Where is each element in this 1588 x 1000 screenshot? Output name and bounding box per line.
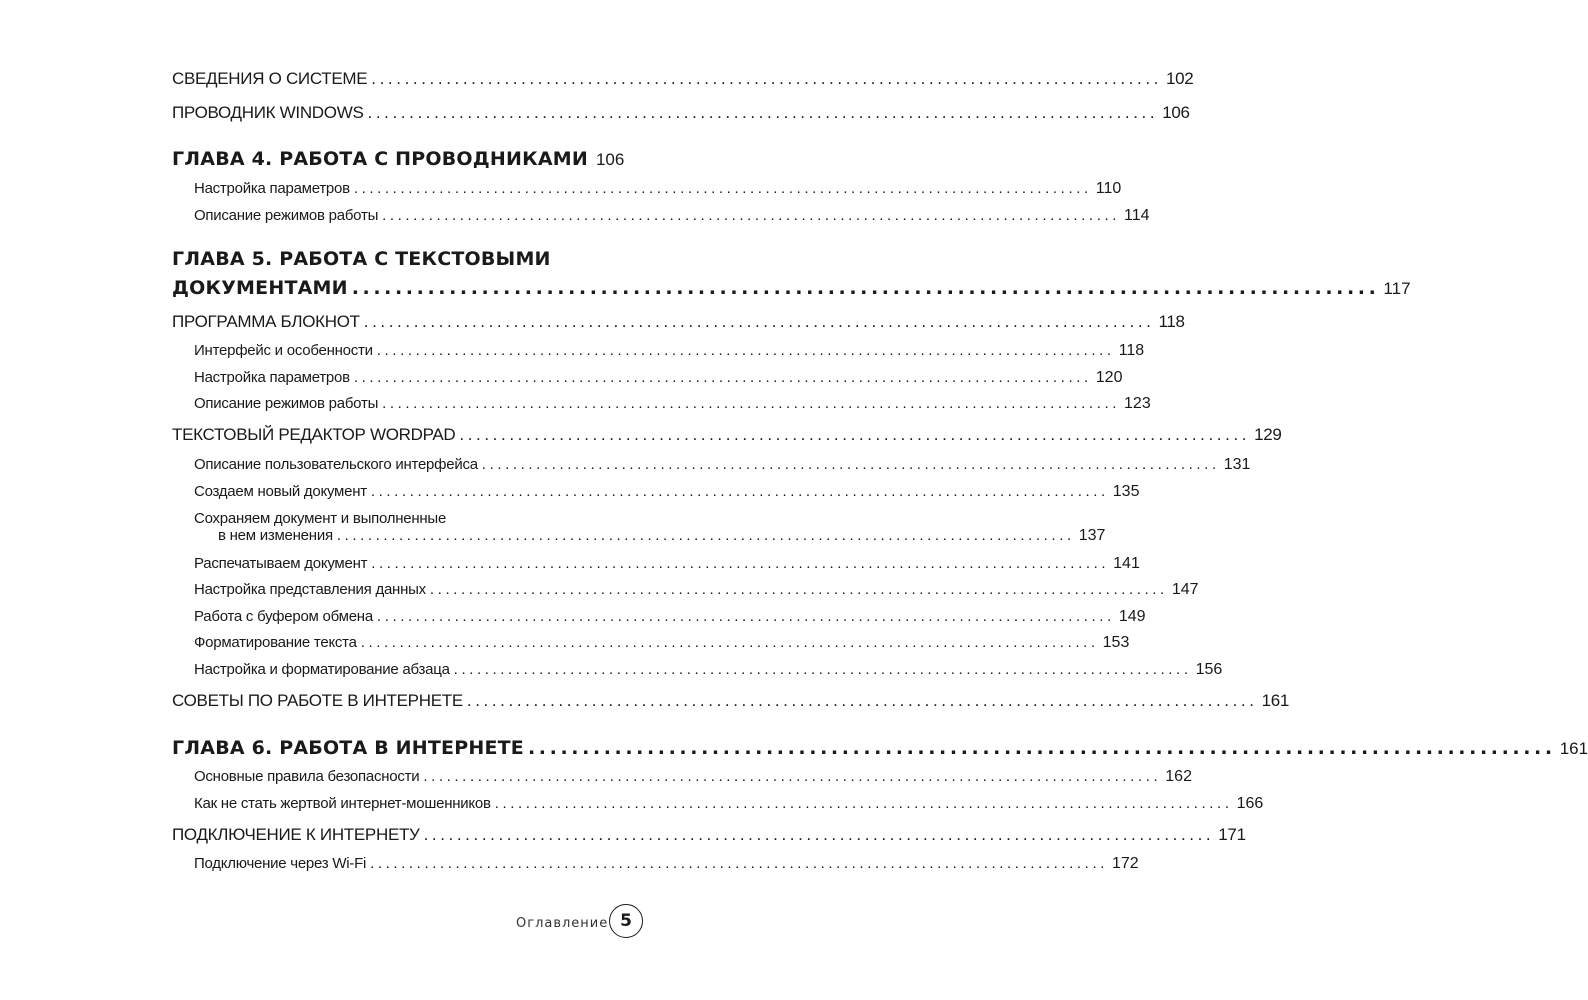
toc-entry-page: 161 [1559, 739, 1588, 758]
toc-chapter-entry [172, 737, 1588, 759]
toc-subsection-entry [194, 180, 1122, 198]
toc-chapter-entry [172, 148, 624, 170]
footer-section-label: Оглавление [516, 916, 609, 931]
toc-leader-dots: ............................................................................................... [494, 795, 1233, 812]
toc-subsection-title-line1: Сохраняем документ и выполненные [194, 510, 447, 527]
toc-subsection-entry [194, 608, 1146, 626]
page-number: 5 [620, 911, 632, 931]
toc-subsection-entry [194, 581, 1199, 599]
toc-entry-title: Форматирование текста [194, 634, 357, 651]
toc-entry-page: 102 [1165, 69, 1194, 88]
toc-entry-title: Основные правила безопасности [194, 768, 420, 785]
toc-entry-title: Как не стать жертвой интернет-мошенников [194, 795, 491, 812]
toc-entry-page: 106 [595, 150, 625, 169]
toc-entry-page: 171 [1218, 825, 1246, 844]
toc-section-entry [172, 103, 1190, 123]
toc-leader-dots: ............................................................................................... [370, 855, 1108, 872]
toc-entry-page: 118 [1118, 342, 1145, 359]
toc-entry-title: ПРОВОДНИК WINDOWS [172, 103, 364, 122]
toc-entry-page: 117 [1383, 279, 1411, 298]
toc-leader-dots: ............................................................................................... [481, 456, 1220, 473]
toc-entry-title: в нем изменения [218, 527, 333, 544]
toc-leader-dots: ............................................................................................... [367, 103, 1159, 122]
toc-leader-dots: ............................................................................................... [382, 207, 1121, 224]
toc-entry-title: Настройка представления данных [194, 581, 426, 598]
toc-chapter-title: ГЛАВА 4. РАБОТА С ПРОВОДНИКАМИ [172, 148, 588, 170]
toc-entry-title: СОВЕТЫ ПО РАБОТЕ В ИНТЕРНЕТЕ [172, 691, 463, 710]
toc-entry-title: ПОДКЛЮЧЕНИЕ К ИНТЕРНЕТУ [172, 825, 420, 844]
toc-entry-title: Настройка параметров [194, 369, 350, 386]
toc-leader-dots: ............................................................................................... [371, 69, 1162, 88]
toc-entry-page: 162 [1165, 768, 1192, 785]
toc-leader-dots: ............................................................................................... [453, 661, 1192, 678]
toc-subsection-entry [194, 395, 1151, 413]
toc-entry-page: 114 [1124, 207, 1150, 224]
toc-subsection-entry [194, 634, 1130, 652]
toc-entry-page: 123 [1124, 395, 1151, 412]
toc-leader-dots: ............................................................................................... [423, 825, 1215, 844]
toc-entry-title: Описание режимов работы [194, 207, 379, 224]
toc-subsection-entry [194, 456, 1251, 474]
toc-leader-dots: ............................................................................................... [376, 608, 1115, 625]
toc-chapter-entry [172, 277, 1411, 299]
toc-leader-dots: ............................................................................................... [429, 581, 1168, 598]
toc-entry-page: 172 [1112, 855, 1139, 872]
toc-leader-dots: ............................................................................................... [363, 312, 1155, 331]
toc-entry-title: Распечатываем документ [194, 555, 368, 572]
toc-entry-page: 161 [1261, 691, 1290, 710]
toc-subsection-entry [194, 795, 1264, 813]
toc-entry-title: Настройка параметров [194, 180, 350, 197]
toc-leader-dots: ............................................................................................... [353, 369, 1092, 386]
toc-entry-title: Создаем новый документ [194, 483, 367, 500]
toc-section-entry [172, 425, 1282, 445]
toc-leader-dots: ............................................................................................... [351, 277, 1380, 299]
page-number-badge [609, 904, 643, 938]
toc-entry-page: 135 [1112, 483, 1140, 500]
toc-leader-dots: ............................................................................................... [371, 555, 1110, 572]
toc-section-entry [172, 69, 1194, 89]
toc-leader-dots: ............................................................................................... [360, 634, 1099, 651]
toc-entry-title: Интерфейс и особенности [194, 342, 373, 359]
toc-entry-title: Настройка и форматирование абзаца [194, 661, 450, 678]
toc-entry-page: 137 [1078, 527, 1106, 544]
toc-entry-page: 131 [1223, 456, 1251, 473]
toc-leader-dots: ............................................................................................... [527, 737, 1556, 759]
toc-entry-page: 106 [1162, 103, 1190, 122]
toc-entry-page: 120 [1095, 369, 1123, 386]
toc-subsection-entry [194, 369, 1123, 387]
toc-subsection-entry [194, 483, 1140, 501]
toc-section-entry [172, 825, 1246, 845]
toc-leader-dots: ............................................................................................... [370, 483, 1109, 500]
toc-subsection-entry [194, 768, 1192, 786]
toc-leader-dots: ............................................................................................... [376, 342, 1115, 359]
toc-entry-page: 118 [1158, 312, 1185, 331]
toc-subsection-entry [194, 855, 1139, 873]
toc-subsection-entry [194, 555, 1140, 573]
toc-chapter-title: ДОКУМЕНТАМИ [172, 277, 348, 299]
toc-leader-dots: ............................................................................................... [423, 768, 1162, 785]
toc-entry-title: Подключение через Wi-Fi [194, 855, 367, 872]
toc-leader-dots: ............................................................................................... [459, 425, 1251, 444]
toc-chapter-title-line1: ГЛАВА 5. РАБОТА С ТЕКСТОВЫМИ [172, 248, 551, 270]
toc-entry-title: Работа с буфером обмена [194, 608, 373, 625]
toc-entry-title: Описание пользовательского интерфейса [194, 456, 478, 473]
toc-section-entry [172, 691, 1290, 711]
toc-entry-title: СВЕДЕНИЯ О СИСТЕМЕ [172, 69, 368, 88]
toc-subsection-entry [194, 661, 1223, 679]
toc-leader-dots: ............................................................................................... [382, 395, 1121, 412]
toc-subsection-entry [194, 342, 1145, 360]
toc-entry-page: 110 [1095, 180, 1122, 197]
toc-entry-title: ТЕКСТОВЫЙ РЕДАКТОР WORDPAD [172, 425, 456, 444]
toc-leader-dots: ............................................................................................... [466, 691, 1258, 710]
toc-chapter-title: ГЛАВА 6. РАБОТА В ИНТЕРНЕТЕ [172, 737, 524, 759]
toc-entry-title: ПРОГРАММА БЛОКНОТ [172, 312, 360, 331]
toc-subsection-entry [194, 207, 1150, 225]
toc-entry-page: 149 [1118, 608, 1146, 625]
toc-entry-page: 156 [1195, 661, 1223, 678]
toc-entry-title: Описание режимов работы [194, 395, 379, 412]
toc-entry-page: 129 [1254, 425, 1282, 444]
toc-subsection-entry [218, 527, 1106, 545]
toc-entry-page: 166 [1236, 795, 1264, 812]
toc-entry-page: 141 [1113, 555, 1140, 572]
toc-entry-page: 153 [1102, 634, 1130, 651]
toc-leader-dots: ............................................................................................... [353, 180, 1092, 197]
toc-entry-page: 147 [1171, 581, 1199, 598]
toc-section-entry [172, 312, 1185, 332]
toc-leader-dots: ............................................................................................... [336, 527, 1075, 544]
